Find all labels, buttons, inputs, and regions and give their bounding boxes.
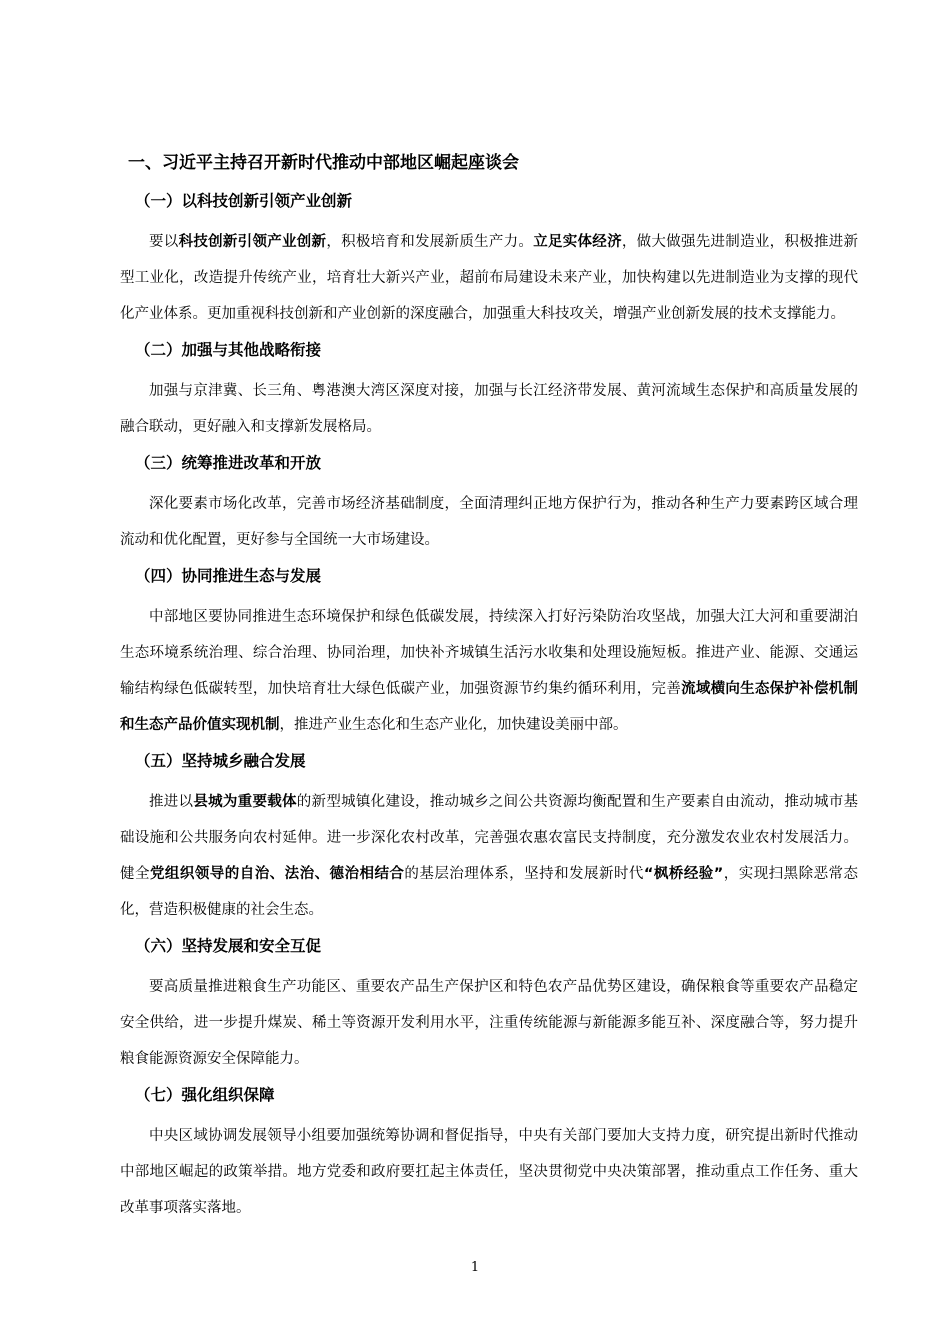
section-title: （五）坚持城乡融合发展 [135,752,306,770]
section-paragraph [120,599,858,743]
emphasis-text: 立足实体经济 [533,234,622,250]
section-title: （三）统筹推进改革和开放 [135,454,322,472]
section-3 [120,451,858,558]
body-text: ，积极培育和发展新质生产力。 [326,234,534,250]
section-5 [120,749,858,928]
section-paragraph [120,486,858,558]
section-4 [120,564,858,743]
section-title: （七）强化组织保障 [135,1086,275,1104]
document-body [120,151,858,1232]
section-paragraph [120,373,858,445]
body-text: 深化要素市场化改革，完善市场经济基础制度，全面清理纠正地方保护行为，推动各种生产力要素跨区域合理流动和优化配置，更好参与全国统一大市场建设。 [120,496,858,548]
section-paragraph [120,969,858,1077]
section-1 [120,189,858,332]
emphasis-text: 党组织领导的自治、法治、德治相结合 [149,866,405,882]
body-text: 推进以 [149,794,194,810]
section-paragraph [120,784,858,928]
body-text: ，做大做强先进制造业，积极推进新型工业化，改造提升传统产业，培育壮大新兴产业，超前布局建设未来产业，加快构建以先进制造业为支撑的现代化产业体系。更加重视科技创新和产业创新的深度融合，加强重大科技攻关，增强产业创新发展的技术支撑能力。 [120,234,859,322]
section-paragraph [120,1118,858,1226]
emphasis-text: 科技创新引领产业创新 [178,234,327,250]
section-title: （一）以科技创新引领产业创新 [135,192,353,210]
body-text: 中央区域协调发展领导小组要加强统筹协调和督促指导，中央有关部门要加大支持力度，研究提出新时代推动中部地区崛起的政策举措。地方党委和政府要扛起主体责任，坚决贯彻党中央决策部署，推动重点工作任务、重大改革事项落实落地。 [120,1128,858,1216]
page-number: 1 [470,1260,480,1275]
section-title: （二）加强与其他战略衔接 [135,341,322,359]
body-text: ，推进产业生态化和生态产业化，加快建设美丽中部。 [279,717,628,733]
body-text: 中部地区要协同推进生态环境保护和绿色低碳发展，持续深入打好污染防治攻坚战，加强大江大河和重要湖泊生态环境系统治理、综合治理、协同治理，加快补齐城镇生活污水收集和处理设施短板。推进产业、能源、交通运输结构绿色低碳转型，加快培育壮大绿色低碳产业，加强资源节约集约循环利用，完善 [120,609,858,697]
section-2 [120,338,858,445]
body-text: 要以 [149,234,179,250]
emphasis-text: 流域横向生态保护补偿机制和生态产品价值实现机制 [120,681,858,733]
body-text: 的基层治理体系，坚持和发展新时代 [404,866,644,882]
emphasis-text: 县城为重要载体 [193,794,297,810]
main-title: 一、习近平主持召开新时代推动中部地区崛起座谈会 [128,153,519,173]
section-paragraph [120,224,858,332]
section-7 [120,1083,858,1226]
section-title: （四）协同推进生态与发展 [135,567,322,585]
body-text: 加强与京津冀、长三角、粤港澳大湾区深度对接，加强与长江经济带发展、黄河流域生态保护和高质量发展的融合联动，更好融入和支撑新发展格局。 [120,383,858,435]
section-title: （六）坚持发展和安全互促 [135,937,322,955]
sections-container [120,189,858,1226]
body-text: 的新型城镇化建设，推动城乡之间公共资源均衡配置和生产要素自由流动，推动城市基础设施和公共服务向农村延伸。进一步深化农村改革，完善强农惠农富民支持制度，充分激发农业农村发展活力。健全 [120,794,859,882]
body-text: ，实现扫黑除恶常态化，营造积极健康的社会生态。 [120,866,859,918]
section-6 [120,934,858,1077]
emphasis-text: “枫桥经验” [643,866,724,882]
body-text: 要高质量推进粮食生产功能区、重要农产品生产保护区和特色农产品优势区建设，确保粮食等重要农产品稳定安全供给，进一步提升煤炭、稀土等资源开发利用水平，注重传统能源与新能源多能互补、深度融合等，努力提升粮食能源资源安全保障能力。 [120,979,858,1067]
